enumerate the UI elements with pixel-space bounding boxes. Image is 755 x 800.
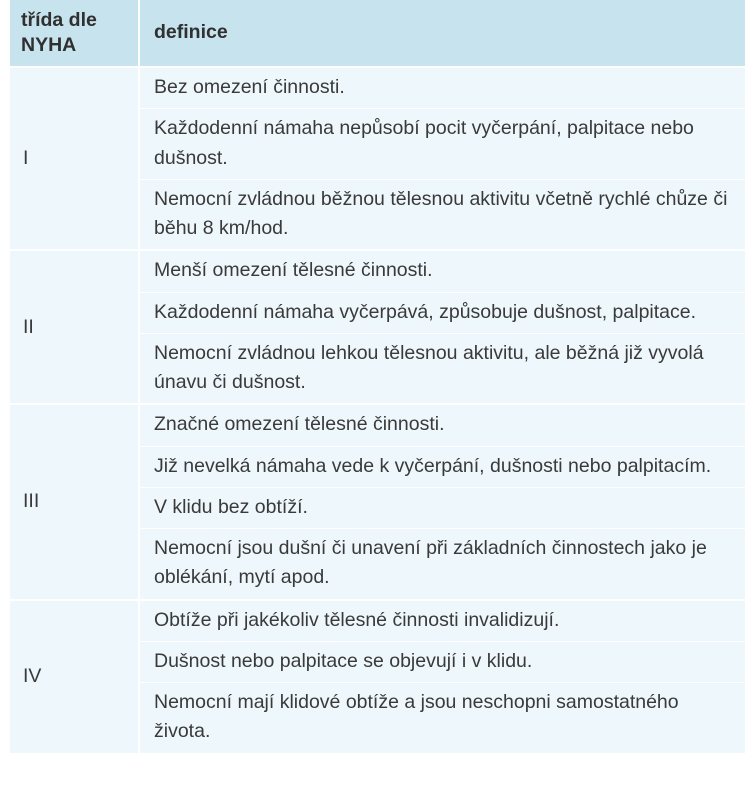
header-class: třída dle NYHA (10, 0, 140, 66)
table-header (10, 0, 745, 66)
definition-cell: Obtíže při jakékoliv tělesné činnosti invalidizují. (140, 599, 745, 641)
definition-cell: Nemocní jsou dušní či unavení při základních činnostech jako je oblékání, mytí apod. (140, 528, 745, 599)
nyha-classification-table (10, 0, 745, 753)
header-row (10, 0, 745, 66)
definition-cell: Nemocní mají klidové obtíže a jsou neschopni samostatného života. (140, 682, 745, 753)
definition-cell: Značné omezení tělesné činnosti. (140, 403, 745, 445)
table-row (10, 599, 745, 641)
table-body (10, 66, 745, 753)
table-row (10, 249, 745, 291)
class-cell-iv: IV (10, 599, 140, 753)
definition-cell: Každodenní námaha nepůsobí pocit vyčerpání, palpitace nebo dušnost. (140, 108, 745, 179)
class-cell-ii: II (10, 249, 140, 403)
definition-cell: Menší omezení tělesné činnosti. (140, 249, 745, 291)
table-row (10, 66, 745, 108)
definition-cell: Nemocní zvládnou lehkou tělesnou aktivitu, ale běžná již vyvolá únavu či dušnost. (140, 333, 745, 404)
header-definition: definice (140, 0, 745, 66)
class-cell-iii: III (10, 403, 140, 598)
table-row (10, 403, 745, 445)
definition-cell: Nemocní zvládnou běžnou tělesnou aktivitu včetně rychlé chůze či běhu 8 km/hod. (140, 179, 745, 250)
definition-cell: Dušnost nebo palpitace se objevují i v klidu. (140, 641, 745, 682)
definition-cell: V klidu bez obtíží. (140, 487, 745, 528)
definition-cell: Každodenní námaha vyčerpává, způsobuje dušnost, palpitace. (140, 292, 745, 333)
definition-cell: Bez omezení činnosti. (140, 66, 745, 108)
class-cell-i: I (10, 66, 140, 249)
definition-cell: Již nevelká námaha vede k vyčerpání, dušnosti nebo palpitacím. (140, 446, 745, 487)
